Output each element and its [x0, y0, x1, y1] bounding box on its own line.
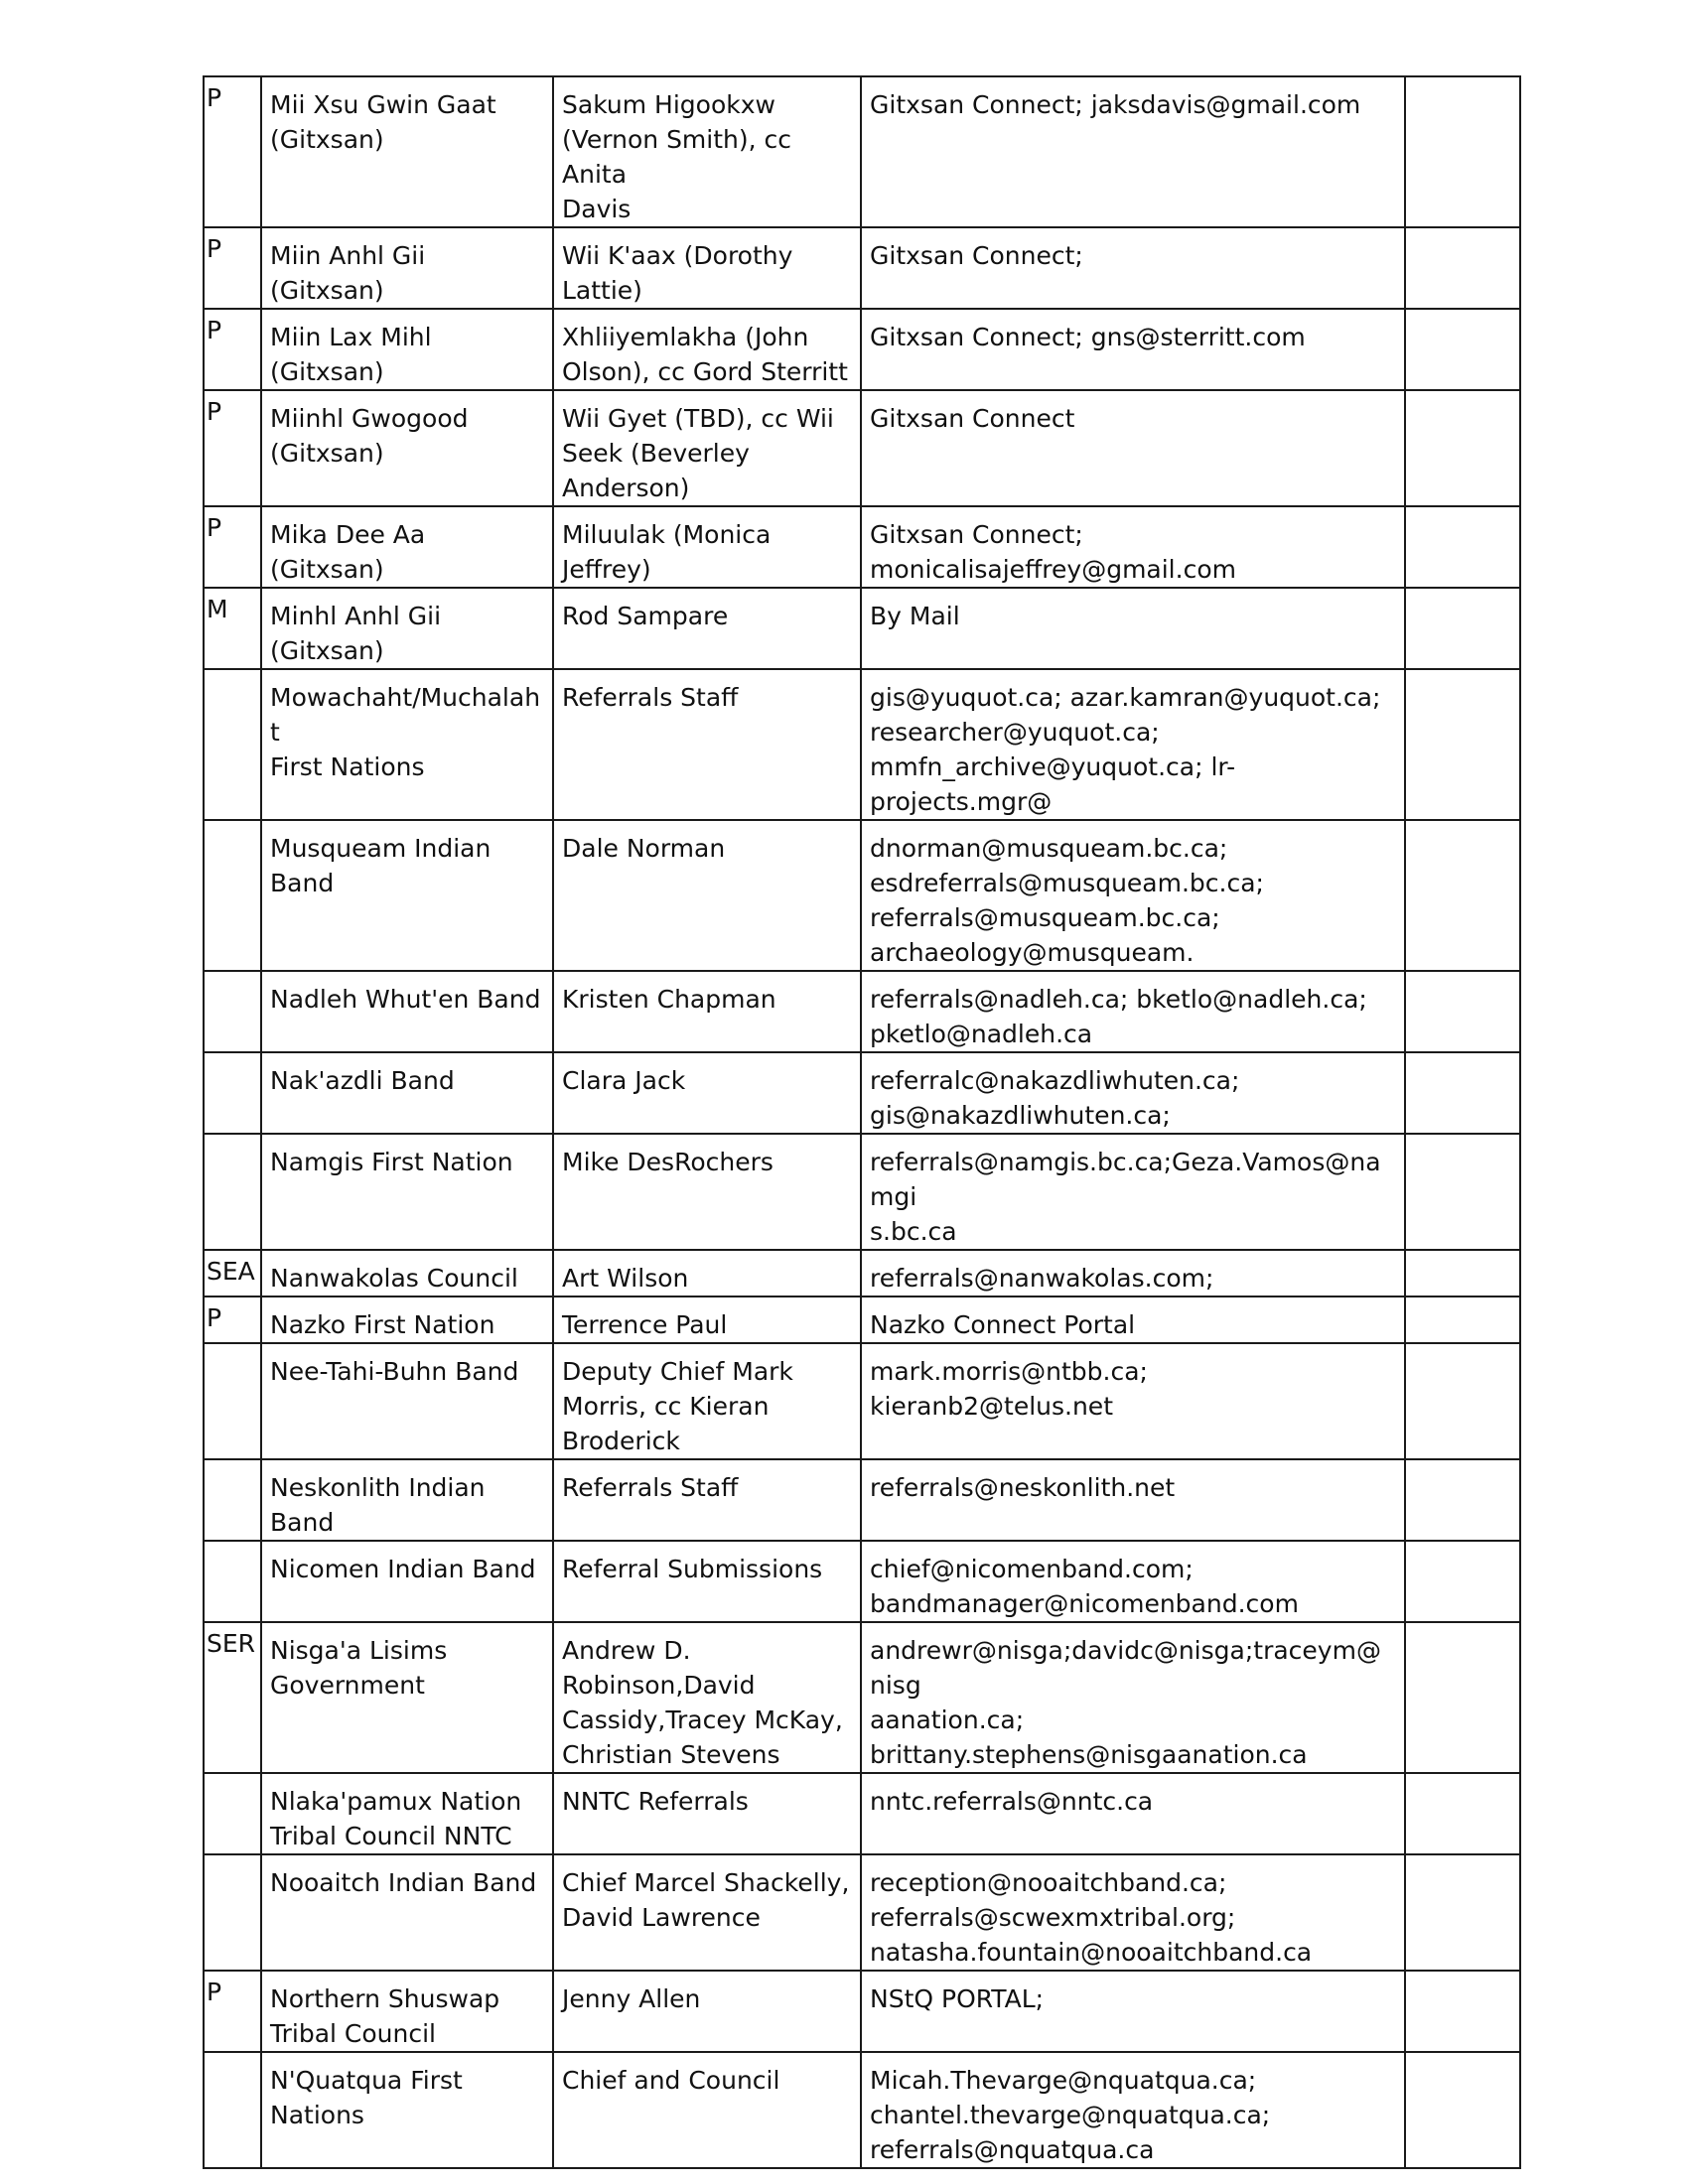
- nation-cell: Mowachaht/Muchalaht First Nations: [261, 669, 553, 820]
- table-row: [204, 820, 1520, 971]
- status-code-cell: SEA: [204, 1250, 261, 1297]
- notes-cell: [1405, 1134, 1520, 1250]
- notes-cell: [1405, 227, 1520, 309]
- notes-cell: [1405, 1541, 1520, 1622]
- table-row: [204, 1297, 1520, 1343]
- status-code-cell: [204, 1052, 261, 1134]
- table-row: [204, 1971, 1520, 2052]
- nation-cell: Northern Shuswap Tribal Council: [261, 1971, 553, 2052]
- nation-cell: Miinhl Gwogood (Gitxsan): [261, 390, 553, 506]
- notes-cell: [1405, 1459, 1520, 1541]
- email-cell: By Mail: [861, 588, 1405, 669]
- contact-cell: Andrew D. Robinson,David Cassidy,Tracey McKay, Christian Stevens: [553, 1622, 861, 1773]
- email-cell: referrals@namgis.bc.ca;Geza.Vamos@namgi s.bc.ca: [861, 1134, 1405, 1250]
- contact-cell: Deputy Chief Mark Morris, cc Kieran Broderick: [553, 1343, 861, 1459]
- nation-cell: Nisga'a Lisims Government: [261, 1622, 553, 1773]
- nation-cell: Nazko First Nation: [261, 1297, 553, 1343]
- status-code-cell: [204, 1773, 261, 1854]
- table-row: [204, 1622, 1520, 1773]
- contact-cell: Mike DesRochers: [553, 1134, 861, 1250]
- notes-cell: [1405, 506, 1520, 588]
- notes-cell: [1405, 820, 1520, 971]
- status-code-cell: P: [204, 309, 261, 390]
- email-cell: referralc@nakazdliwhuten.ca; gis@nakazdliwhuten.ca;: [861, 1052, 1405, 1134]
- notes-cell: [1405, 1773, 1520, 1854]
- nation-cell: Nicomen Indian Band: [261, 1541, 553, 1622]
- table-row: [204, 2052, 1520, 2168]
- table-row: [204, 1250, 1520, 1297]
- email-cell: reception@nooaitchband.ca; referrals@scwexmxtribal.org; natasha.fountain@nooaitchband.ca: [861, 1854, 1405, 1971]
- table-row: [204, 1052, 1520, 1134]
- contact-cell: Wii K'aax (Dorothy Lattie): [553, 227, 861, 309]
- email-cell: nntc.referrals@nntc.ca: [861, 1773, 1405, 1854]
- referral-contacts-table: [203, 75, 1521, 2169]
- email-cell: Gitxsan Connect: [861, 390, 1405, 506]
- table-row: [204, 1541, 1520, 1622]
- contact-cell: Jenny Allen: [553, 1971, 861, 2052]
- contact-cell: Art Wilson: [553, 1250, 861, 1297]
- contact-cell: Sakum Higookxw (Vernon Smith), cc Anita Davis: [553, 76, 861, 227]
- nation-cell: Miin Lax Mihl (Gitxsan): [261, 309, 553, 390]
- contact-cell: Wii Gyet (TBD), cc Wii Seek (Beverley Anderson): [553, 390, 861, 506]
- status-code-cell: P: [204, 1971, 261, 2052]
- email-cell: referrals@nanwakolas.com;: [861, 1250, 1405, 1297]
- email-cell: Gitxsan Connect; gns@sterritt.com: [861, 309, 1405, 390]
- nation-cell: Nanwakolas Council: [261, 1250, 553, 1297]
- email-cell: Nazko Connect Portal: [861, 1297, 1405, 1343]
- notes-cell: [1405, 669, 1520, 820]
- email-cell: Gitxsan Connect; monicalisajeffrey@gmail.com: [861, 506, 1405, 588]
- status-code-cell: [204, 1459, 261, 1541]
- notes-cell: [1405, 390, 1520, 506]
- contact-cell: Referrals Staff: [553, 1459, 861, 1541]
- contact-cell: Referrals Staff: [553, 669, 861, 820]
- table-row: [204, 669, 1520, 820]
- notes-cell: [1405, 1250, 1520, 1297]
- table-row: [204, 227, 1520, 309]
- status-code-cell: [204, 669, 261, 820]
- status-code-cell: P: [204, 227, 261, 309]
- table-row: [204, 1854, 1520, 1971]
- notes-cell: [1405, 2052, 1520, 2168]
- contact-cell: Xhliiyemlakha (John Olson), cc Gord Sterritt: [553, 309, 861, 390]
- contact-cell: Referral Submissions: [553, 1541, 861, 1622]
- nation-cell: Nlaka'pamux Nation Tribal Council NNTC: [261, 1773, 553, 1854]
- nation-cell: N'Quatqua First Nations: [261, 2052, 553, 2168]
- contact-cell: Clara Jack: [553, 1052, 861, 1134]
- nation-cell: Nee-Tahi-Buhn Band: [261, 1343, 553, 1459]
- notes-cell: [1405, 1971, 1520, 2052]
- table-row: [204, 588, 1520, 669]
- email-cell: gis@yuquot.ca; azar.kamran@yuquot.ca; researcher@yuquot.ca; mmfn_archive@yuquot.ca; lr-projects.mgr@: [861, 669, 1405, 820]
- nation-cell: Neskonlith Indian Band: [261, 1459, 553, 1541]
- nation-cell: Musqueam Indian Band: [261, 820, 553, 971]
- table-row: [204, 506, 1520, 588]
- email-cell: NStQ PORTAL;: [861, 1971, 1405, 2052]
- notes-cell: [1405, 309, 1520, 390]
- table-row: [204, 1134, 1520, 1250]
- status-code-cell: [204, 820, 261, 971]
- table-row: [204, 971, 1520, 1052]
- status-code-cell: P: [204, 1297, 261, 1343]
- contact-cell: Rod Sampare: [553, 588, 861, 669]
- email-cell: dnorman@musqueam.bc.ca; esdreferrals@musqueam.bc.ca; referrals@musqueam.bc.ca; archaeology@musqueam.: [861, 820, 1405, 971]
- status-code-cell: P: [204, 76, 261, 227]
- nation-cell: Nooaitch Indian Band: [261, 1854, 553, 1971]
- table-row: [204, 1773, 1520, 1854]
- notes-cell: [1405, 1622, 1520, 1773]
- email-cell: andrewr@nisga;davidc@nisga;traceym@nisg aanation.ca; brittany.stephens@nisgaanation.ca: [861, 1622, 1405, 1773]
- contact-cell: Chief and Council: [553, 2052, 861, 2168]
- email-cell: Gitxsan Connect; jaksdavis@gmail.com: [861, 76, 1405, 227]
- table-body: [204, 76, 1520, 2168]
- email-cell: Gitxsan Connect;: [861, 227, 1405, 309]
- notes-cell: [1405, 588, 1520, 669]
- notes-cell: [1405, 971, 1520, 1052]
- status-code-cell: P: [204, 506, 261, 588]
- notes-cell: [1405, 1854, 1520, 1971]
- notes-cell: [1405, 1297, 1520, 1343]
- contact-cell: Terrence Paul: [553, 1297, 861, 1343]
- email-cell: Micah.Thevarge@nquatqua.ca; chantel.thevarge@nquatqua.ca; referrals@nquatqua.ca: [861, 2052, 1405, 2168]
- status-code-cell: [204, 1343, 261, 1459]
- email-cell: referrals@neskonlith.net: [861, 1459, 1405, 1541]
- contact-cell: NNTC Referrals: [553, 1773, 861, 1854]
- email-cell: referrals@nadleh.ca; bketlo@nadleh.ca; pketlo@nadleh.ca: [861, 971, 1405, 1052]
- status-code-cell: [204, 1134, 261, 1250]
- notes-cell: [1405, 1343, 1520, 1459]
- contact-cell: Kristen Chapman: [553, 971, 861, 1052]
- contact-cell: Chief Marcel Shackelly, David Lawrence: [553, 1854, 861, 1971]
- table-row: [204, 1343, 1520, 1459]
- email-cell: mark.morris@ntbb.ca; kieranb2@telus.net: [861, 1343, 1405, 1459]
- status-code-cell: [204, 2052, 261, 2168]
- contact-cell: Dale Norman: [553, 820, 861, 971]
- email-cell: chief@nicomenband.com; bandmanager@nicomenband.com: [861, 1541, 1405, 1622]
- table-row: [204, 309, 1520, 390]
- nation-cell: Mika Dee Aa (Gitxsan): [261, 506, 553, 588]
- status-code-cell: [204, 1854, 261, 1971]
- nation-cell: Namgis First Nation: [261, 1134, 553, 1250]
- table-row: [204, 76, 1520, 227]
- nation-cell: Nadleh Whut'en Band: [261, 971, 553, 1052]
- status-code-cell: [204, 1541, 261, 1622]
- notes-cell: [1405, 1052, 1520, 1134]
- status-code-cell: M: [204, 588, 261, 669]
- nation-cell: Minhl Anhl Gii (Gitxsan): [261, 588, 553, 669]
- contact-cell: Miluulak (Monica Jeffrey): [553, 506, 861, 588]
- status-code-cell: P: [204, 390, 261, 506]
- table-row: [204, 390, 1520, 506]
- notes-cell: [1405, 76, 1520, 227]
- status-code-cell: [204, 971, 261, 1052]
- nation-cell: Nak'azdli Band: [261, 1052, 553, 1134]
- table-row: [204, 1459, 1520, 1541]
- nation-cell: Miin Anhl Gii (Gitxsan): [261, 227, 553, 309]
- nation-cell: Mii Xsu Gwin Gaat (Gitxsan): [261, 76, 553, 227]
- status-code-cell: SER: [204, 1622, 261, 1773]
